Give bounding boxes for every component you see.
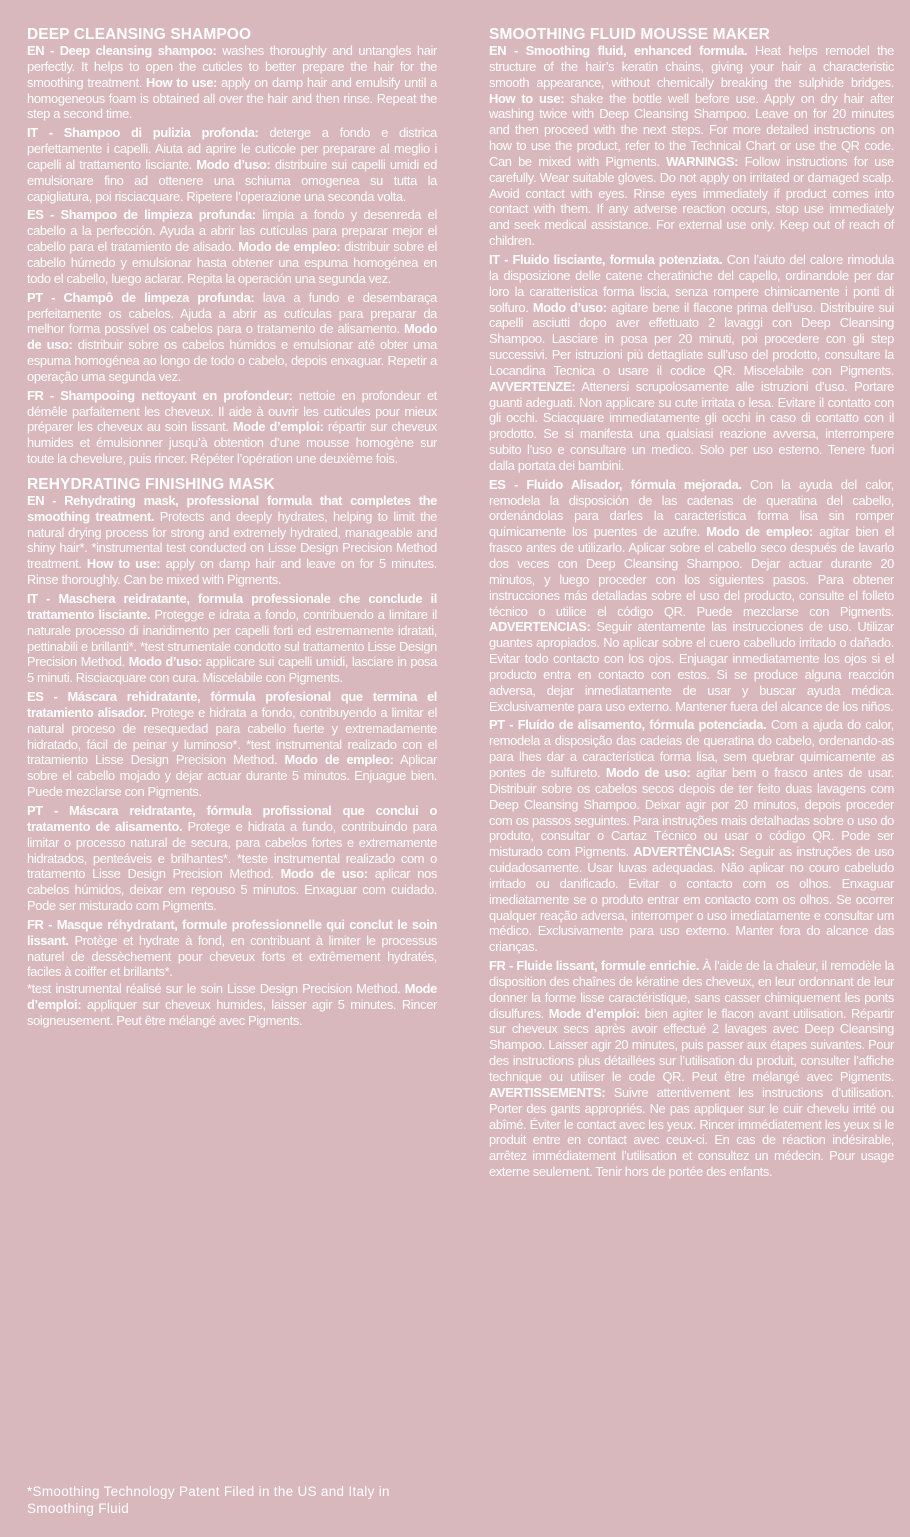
para-fluid-it (489, 252, 894, 474)
bold-label: Mode d’emploi: (232, 419, 324, 435)
body-text: lava a fundo e desembaraça perfeitamente os cabelos. Ajuda a abrir as cutículas para preparar da melhor forma possível os cabelos para o tratamento de alisamento. (27, 289, 437, 337)
body-text: Suivre attentivement les instructions d’utilisation. Porter des gants appropriés. Ne pas appliquer sur le cuir chevelu irrité ou abîmé. Éviter le contact avec les yeux. Rincer immédiatement les yeux si le produit entre en contact avec ceux-ci. En cas de réaction indésirable, arrêtez immédiatement l’utilisation et consultez un médecin. Pour usage externe seulement. Tenir hors de portée des enfants. (489, 1084, 894, 1180)
section-title-rehydrating-finishing-mask: REHYDRATING FINISHING MASK (27, 475, 275, 493)
bold-label: Modo d’uso: (532, 299, 607, 315)
body-text: limpia a fondo y desenreda el cabello a la perfección. Ayuda a abrir las cutículas para preparar mejor el cabello para el tratamiento de alisado. (27, 207, 437, 255)
bold-label: ADVERTENCIAS: (489, 619, 591, 635)
body-text: apply on damp hair and emulsify until a homogeneous foam is obtained all over the hair and then rinse. Repeat the step a second time. (27, 74, 437, 122)
bold-label: IT - Maschera reidratante, formula professionale che conclude il trattamento lisciante. (27, 591, 437, 622)
right-column (489, 26, 894, 1183)
body-text: Aplicar sobre el cabello mojado y dejar actuar durante 5 minutos. Enjuague bien. Puede mezclarse con Pigments. (27, 752, 438, 800)
bold-label: EN - Deep cleansing shampoo: (27, 43, 217, 58)
bold-label: EN - Rehydrating mask, professional formula that completes the smoothing treatment. (27, 492, 437, 524)
bold-label: How to use: (146, 74, 217, 90)
bold-label: PT - Máscara reidratante, fórmula profissional que conclui o tratamento de alisamento. (27, 802, 437, 834)
bold-label: Modo d’uso: (128, 654, 202, 670)
para-mask-pt (27, 803, 437, 914)
body-text: applicare sui capelli umidi, lasciare in posa 5 minuti. Risciacquare con cura. Miscelabile con Pigments. (27, 654, 437, 686)
para-mask-fr-note (27, 981, 437, 1029)
body-text: Protege e hidrata a fundo, contribuindo para limitar o processo natural de secura, para cabelos fortes e extremamente hidratados, penteáveis e brilhantes*. *teste instrumental realizado com o tratamento Lisse Design Precision Method. (27, 818, 438, 882)
bold-label: Mode d’emploi: (548, 1005, 640, 1021)
body-text: deterge a fondo e districa perfettamente i capelli. Aiuta ad aprire le cuticole per preparare al meglio i capelli al trattamento lisciante. (27, 125, 437, 172)
body-text: distribuir sobre el cabello húmedo y emulsionar hasta obtener una espuma homogénea en todo el cabello, luego aclarar. Repita la operación una segunda vez. (27, 239, 437, 286)
body-text: distribuire sui capelli umidi ed emulsionare fino ad ottenere una schiuma omogenea su tutta la capigliatura, poi risciacquare. Ripetere l’operazione una seconda volta. (27, 156, 438, 204)
section-title-smoothing-fluid: SMOOTHING FLUID MOUSSE MAKER (489, 26, 770, 43)
bold-label: Modo de uso: (605, 764, 691, 780)
bold-label: PT - Champô de limpeza profunda: (27, 289, 255, 305)
para-shampoo-fr (27, 388, 437, 467)
para-shampoo-es (27, 207, 437, 286)
body-text: *test instrumental réalisé sur le soin Lisse Design Precision Method. (27, 981, 405, 997)
bold-label: Modo de empleo: (284, 752, 394, 768)
bold-label: PT - Fluído de alisamento, fórmula potenciada. (489, 717, 767, 733)
body-text: shake the bottle well before use. Apply on dry hair after washing twice with Deep Cleansing Shampoo. Leave on for 20 minutes and then proceed with the next steps. For more detailed instructions on how to use the product, refer to the Technical Chart or use the QR code. Can be mixed with Pigments. (489, 90, 895, 169)
body-text: Con l’aiuto del calore rimodula la disposizione delle catene cheratiniche del capello, ordinandole per dar loro la caratteristica forma liscia, senza rompere chimicamente i ponti di solfuro. (489, 251, 894, 315)
bold-label: Modo de uso: (280, 866, 368, 882)
para-fluid-fr (489, 958, 894, 1180)
body-text: nettoie en profondeur et démêle parfaitement les cheveux. Il aide à ouvrir les cuticules pour mieux préparer les cheveux au soin lissant. (27, 387, 437, 435)
bold-label: ES - Shampoo de limpieza profunda: (27, 207, 256, 223)
section-title-deep-cleansing-shampoo: DEEP CLEANSING SHAMPOO (27, 26, 252, 43)
body-text: Seguir atentamente las instrucciones de uso. Utilizar guantes apropiados. No aplicar sobre el cuero cabelludo irritado o dañado. Evitar todo contacto con los ojos. Enjuagar inmediatamente los ojos si el producto entra en contacto con estos. Si se produce alguna reacción adversa, dejar inmediatamente de usar y buscar ayuda médica. Exclusivamente para uso externo. Mantener fuera del alcance de los niños. (489, 619, 894, 714)
body-text: Con la ayuda del calor, remodela la disposición de las cadenas de queratina del cabello, ordenándolas para darles la característica forma lisa sin romper químicamente los puentes de azufre. (489, 476, 894, 540)
para-fluid-pt (489, 717, 894, 955)
patent-footnote: *Smoothing Technology Patent Filed in the US and Italy in Smoothing Fluid (27, 1484, 390, 1516)
para-mask-es (27, 689, 437, 800)
body-text: Seguir as instruções de uso cuidadosamente. Usar luvas adequadas. Não aplicar no couro cabeludo irritado ou danificado. Evitar o contacto com os olhos. Enxaguar imediatamente se o produto entrar em contacto com os olhos. Se ocorrer qualquer reação adversa, interromper o uso imediatamente e consultar um médico. Exclusivamente para uso externo. Manter fora do alcance das crianças. (489, 844, 894, 955)
para-shampoo-it (27, 125, 437, 204)
body-text: agitare bene il flacone prima dell’uso. Distribuire sui capelli asciutti dopo aver effettuato 2 lavaggi con Deep Cleansing Shampoo. Lasciare in posa per 20 minuti, poi procedere con gli step successivi. Per istruzioni più dettagliate sull’uso del prodotto, consultare la Locandina Tecnica o usare il codice QR. Miscelabile con Pigments. (489, 299, 894, 378)
para-mask-fr (27, 917, 437, 980)
bold-label: Modo de empleo: (238, 239, 341, 255)
bold-label: WARNINGS: (666, 153, 739, 169)
body-text: Attenersi scrupolosamente alle istruzioni d’uso. Portare guanti adeguati. Non applicare su cute irritata o lesa. Evitare il contatto con gli occhi. Sciacquare immediatamente gli occhi in caso di contatto con il prodotto. Se si manifesta una qualsiasi reazione avversa, interrompere subito l’uso e consultare un medico. Solo per uso esterno. Tenere fuori dalla portata dei bambini. (489, 378, 894, 473)
para-fluid-en (489, 43, 894, 249)
body-text: répartir sur cheveux humides et émulsionner jusqu’à obtention d’une mousse homogène sur toute la chevelure, puis rincer. Répéter l’opération une deuxième fois. (27, 419, 437, 467)
para-shampoo-en (27, 43, 437, 122)
bold-label: EN - Smoothing fluid, enhanced formula. (489, 43, 748, 58)
body-text: Protège et hydrate à fond, en contribuant à limiter le processus naturel de dessèchement pour cheveux forts et extrêmement hydratés, faciles à coiffer et brillants*. (27, 932, 437, 980)
left-column (27, 26, 437, 1032)
body-text: Protegge e idrata a fondo, contribuendo a limitare il naturale processo di inaridimento per capelli forti ed estremamente idratati, pettinabili e brillanti*. *test strumentale condotto sul trattamento Lisse Design Precision Method. (27, 606, 437, 670)
body-text: Com a ajuda do calor, remodela a disposição das cadeias de queratina do cabelo, ordenando-as para lhes dar a característica forma lisa, sem quebrar quimicamente as pontes de sulfureto. (489, 717, 894, 780)
bold-label: FR - Shampooing nettoyant en profondeur: (27, 387, 293, 403)
bold-label: Modo de uso: (27, 321, 437, 353)
body-text: aplicar nos cabelos húmidos, deixar em repouso 5 minutos. Enxaguar com cuidado. Pode ser misturado com Pigments. (27, 866, 437, 914)
para-mask-it (27, 591, 437, 686)
para-shampoo-pt (27, 290, 437, 385)
bold-label: IT - Shampoo di pulizia profonda: (27, 125, 259, 141)
bold-label: AVVERTENZE: (489, 378, 576, 394)
bold-label: ES - Máscara rehidratante, fórmula profesional que termina el tratamiento alisador. (27, 689, 437, 720)
bold-label: FR - Masque réhydratant, formule professionnelle qui conclut le soin lissant. (27, 916, 437, 948)
body-text: agitar bien el frasco antes de utilizarlo. Aplicar sobre el cabello seco después de lavarlo dos veces con Deep Cleansing Shampoo. Dejar actuar durante 20 minutos, y luego proceder con los siguientes pasos. Para obtener instrucciones más detalladas sobre el uso del producto, consulte el folleto técnico o utilice el código QR. Puede mezclarse con Pigments. (489, 524, 894, 619)
body-text: Protege e hidrata a fondo, contribuyendo a limitar el natural proceso de resequedad para cabello fuerte y extremadamente hidratado, fácil de peinar y luminoso*. *test instrumental realizado con el tratamiento Lisse Design Precision Method. (27, 704, 437, 768)
bold-label: ES - Fluido Alisador, fórmula mejorada. (489, 476, 742, 492)
bold-label: AVERTISSEMENTS: (489, 1084, 606, 1100)
body-text: À l’aide de la chaleur, il remodèle la disposition des chaînes de kératine des cheveux, en leur ordonnant de leur donner la forme lisse caractéristique, sans casser chimiquement les ponts disulfures. (489, 958, 894, 1021)
body-text: washes thoroughly and untangles hair perfectly. It helps to open the cuticles to better prepare the hair for the smoothing treatment. (27, 43, 437, 90)
body-text: distribuir sobre os cabelos húmidos e emulsionar até obter uma espuma homogénea ao longo de todo o cabelo, depois enxaguar. Repetir a operação uma segunda vez. (27, 337, 437, 384)
bold-label: Modo d’uso: (196, 156, 271, 172)
bold-label: IT - Fluido lisciante, formula potenziata. (489, 251, 723, 267)
body-text: bien agiter le flacon avant utilisation. Répartir sur cheveux secs après avoir effectué 2 lavages avec Deep Cleansing Shampoo. Laisser agir 20 minutes, puis passer aux étapes suivantes. Pour des instructions plus détaillées sur l’utilisation du produit, consulter l’affiche technique ou utiliser le code QR. Peut être mélangé avec Pigments. (489, 1005, 894, 1084)
body-text: apply on damp hair and leave on for 5 minutes. Rinse thoroughly. Can be mixed with Pigments. (27, 556, 438, 588)
bold-label: Modo de empleo: (706, 524, 813, 540)
body-text: Follow instructions for use carefully. Wear suitable gloves. Do not apply on irritated or damaged scalp. Avoid contact with eyes. Rinse eyes immediately if product comes into contact with them. If any adverse reaction occurs, stop use immediately and seek medical assistance. For external use only. Keep out of reach of children. (489, 153, 894, 249)
body-text: appliquer sur cheveux humides, laisser agir 5 minutes. Rincer soigneusement. Peut être mélangé avec Pigments. (27, 997, 437, 1028)
para-mask-en (27, 493, 437, 588)
bold-label: How to use: (86, 556, 161, 572)
bold-label: FR - Fluide lissant, formule enrichie. (489, 958, 700, 974)
body-text: Heat helps remodel the structure of the hair’s keratin chains, giving your hair a characteristic smooth appearance, without chemically breaking the sulphide bridges. (489, 43, 894, 90)
para-fluid-es (489, 477, 894, 715)
bold-label: Mode d’emploi: (27, 981, 437, 1013)
bold-label: ADVERTÊNCIAS: (633, 844, 735, 860)
body-text: Protects and deeply hydrates, helping to limit the natural drying process for strong and extremely hydrated, manageable and shiny hair*. *instrumental test conducted on Lisse Design Precision Method treatment. (27, 508, 437, 572)
body-text: agitar bem o frasco antes de usar. Distribuir sobre os cabelos secos depois de ter feito duas lavagens com Deep Cleansing Shampoo. Deixar agir por 20 minutos, depois proceder com os passos seguintes. Para instruções mais detalhadas sobre o uso do produto, consultar o Cartaz Técnico ou usar o código QR. Pode ser misturado com Pigments. (489, 764, 894, 860)
bold-label: How to use: (489, 90, 565, 106)
